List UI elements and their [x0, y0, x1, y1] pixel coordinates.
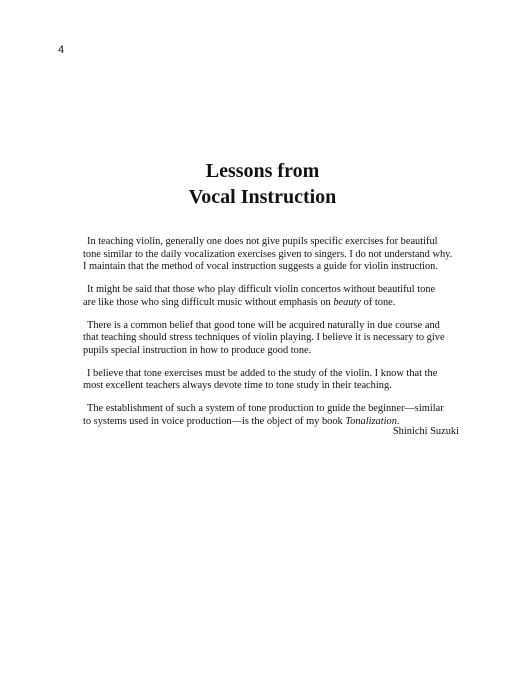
paragraph-line: I believe that tone exercises must be added to the study of the violin. I know that the — [87, 367, 438, 379]
paragraph-text: . — [396, 415, 400, 427]
paragraph-line — [83, 297, 459, 310]
paragraph-4 — [83, 368, 459, 393]
paragraph-line: It might be said that those who play difficult violin concertos without beautiful tone — [87, 284, 436, 295]
paragraph-1 — [83, 236, 459, 274]
body-text — [83, 236, 459, 439]
title-line-2: Vocal Instruction — [188, 186, 337, 208]
emphasis-beauty: beauty — [333, 296, 362, 308]
paragraph-line: The establishment of such a system of tone production to guide the beginner—similar — [87, 403, 444, 414]
book-title: Tonalization — [345, 415, 397, 427]
paragraph-line: most excellent teachers always devote time to tone study in their teaching. — [83, 380, 392, 391]
paragraph-line: tone similar to the daily vocalization exercises given to singers. I do not understand why. — [83, 248, 453, 260]
paragraph-3 — [83, 320, 459, 358]
title-line-1: Lessons from — [205, 160, 320, 182]
page-number: 4 — [58, 44, 65, 56]
paragraph-line: There is a common belief that good tone will be acquired naturally in due course and — [87, 319, 440, 331]
paragraph-5 — [83, 403, 459, 428]
author-signature: Shinichi Suzuki — [392, 426, 459, 437]
paragraph-text: to systems used in voice production—is the object of my book — [83, 415, 346, 427]
page-title — [0, 158, 525, 210]
paragraph-line: I maintain that the method of vocal instruction suggests a guide for violin instruction. — [83, 261, 438, 272]
paragraph-text: of tone. — [361, 296, 396, 308]
paragraph-line: that teaching should stress techniques of violin playing. I believe it is necessary to give — [83, 332, 445, 343]
paragraph-text: are like those who sing difficult music without emphasis on — [83, 296, 334, 308]
paragraph-2 — [83, 284, 459, 309]
paragraph-line: In teaching violin, generally one does not give pupils specific exercises for beautiful — [87, 236, 438, 247]
paragraph-line: pupils special instruction in how to produce good tone. — [83, 344, 312, 356]
